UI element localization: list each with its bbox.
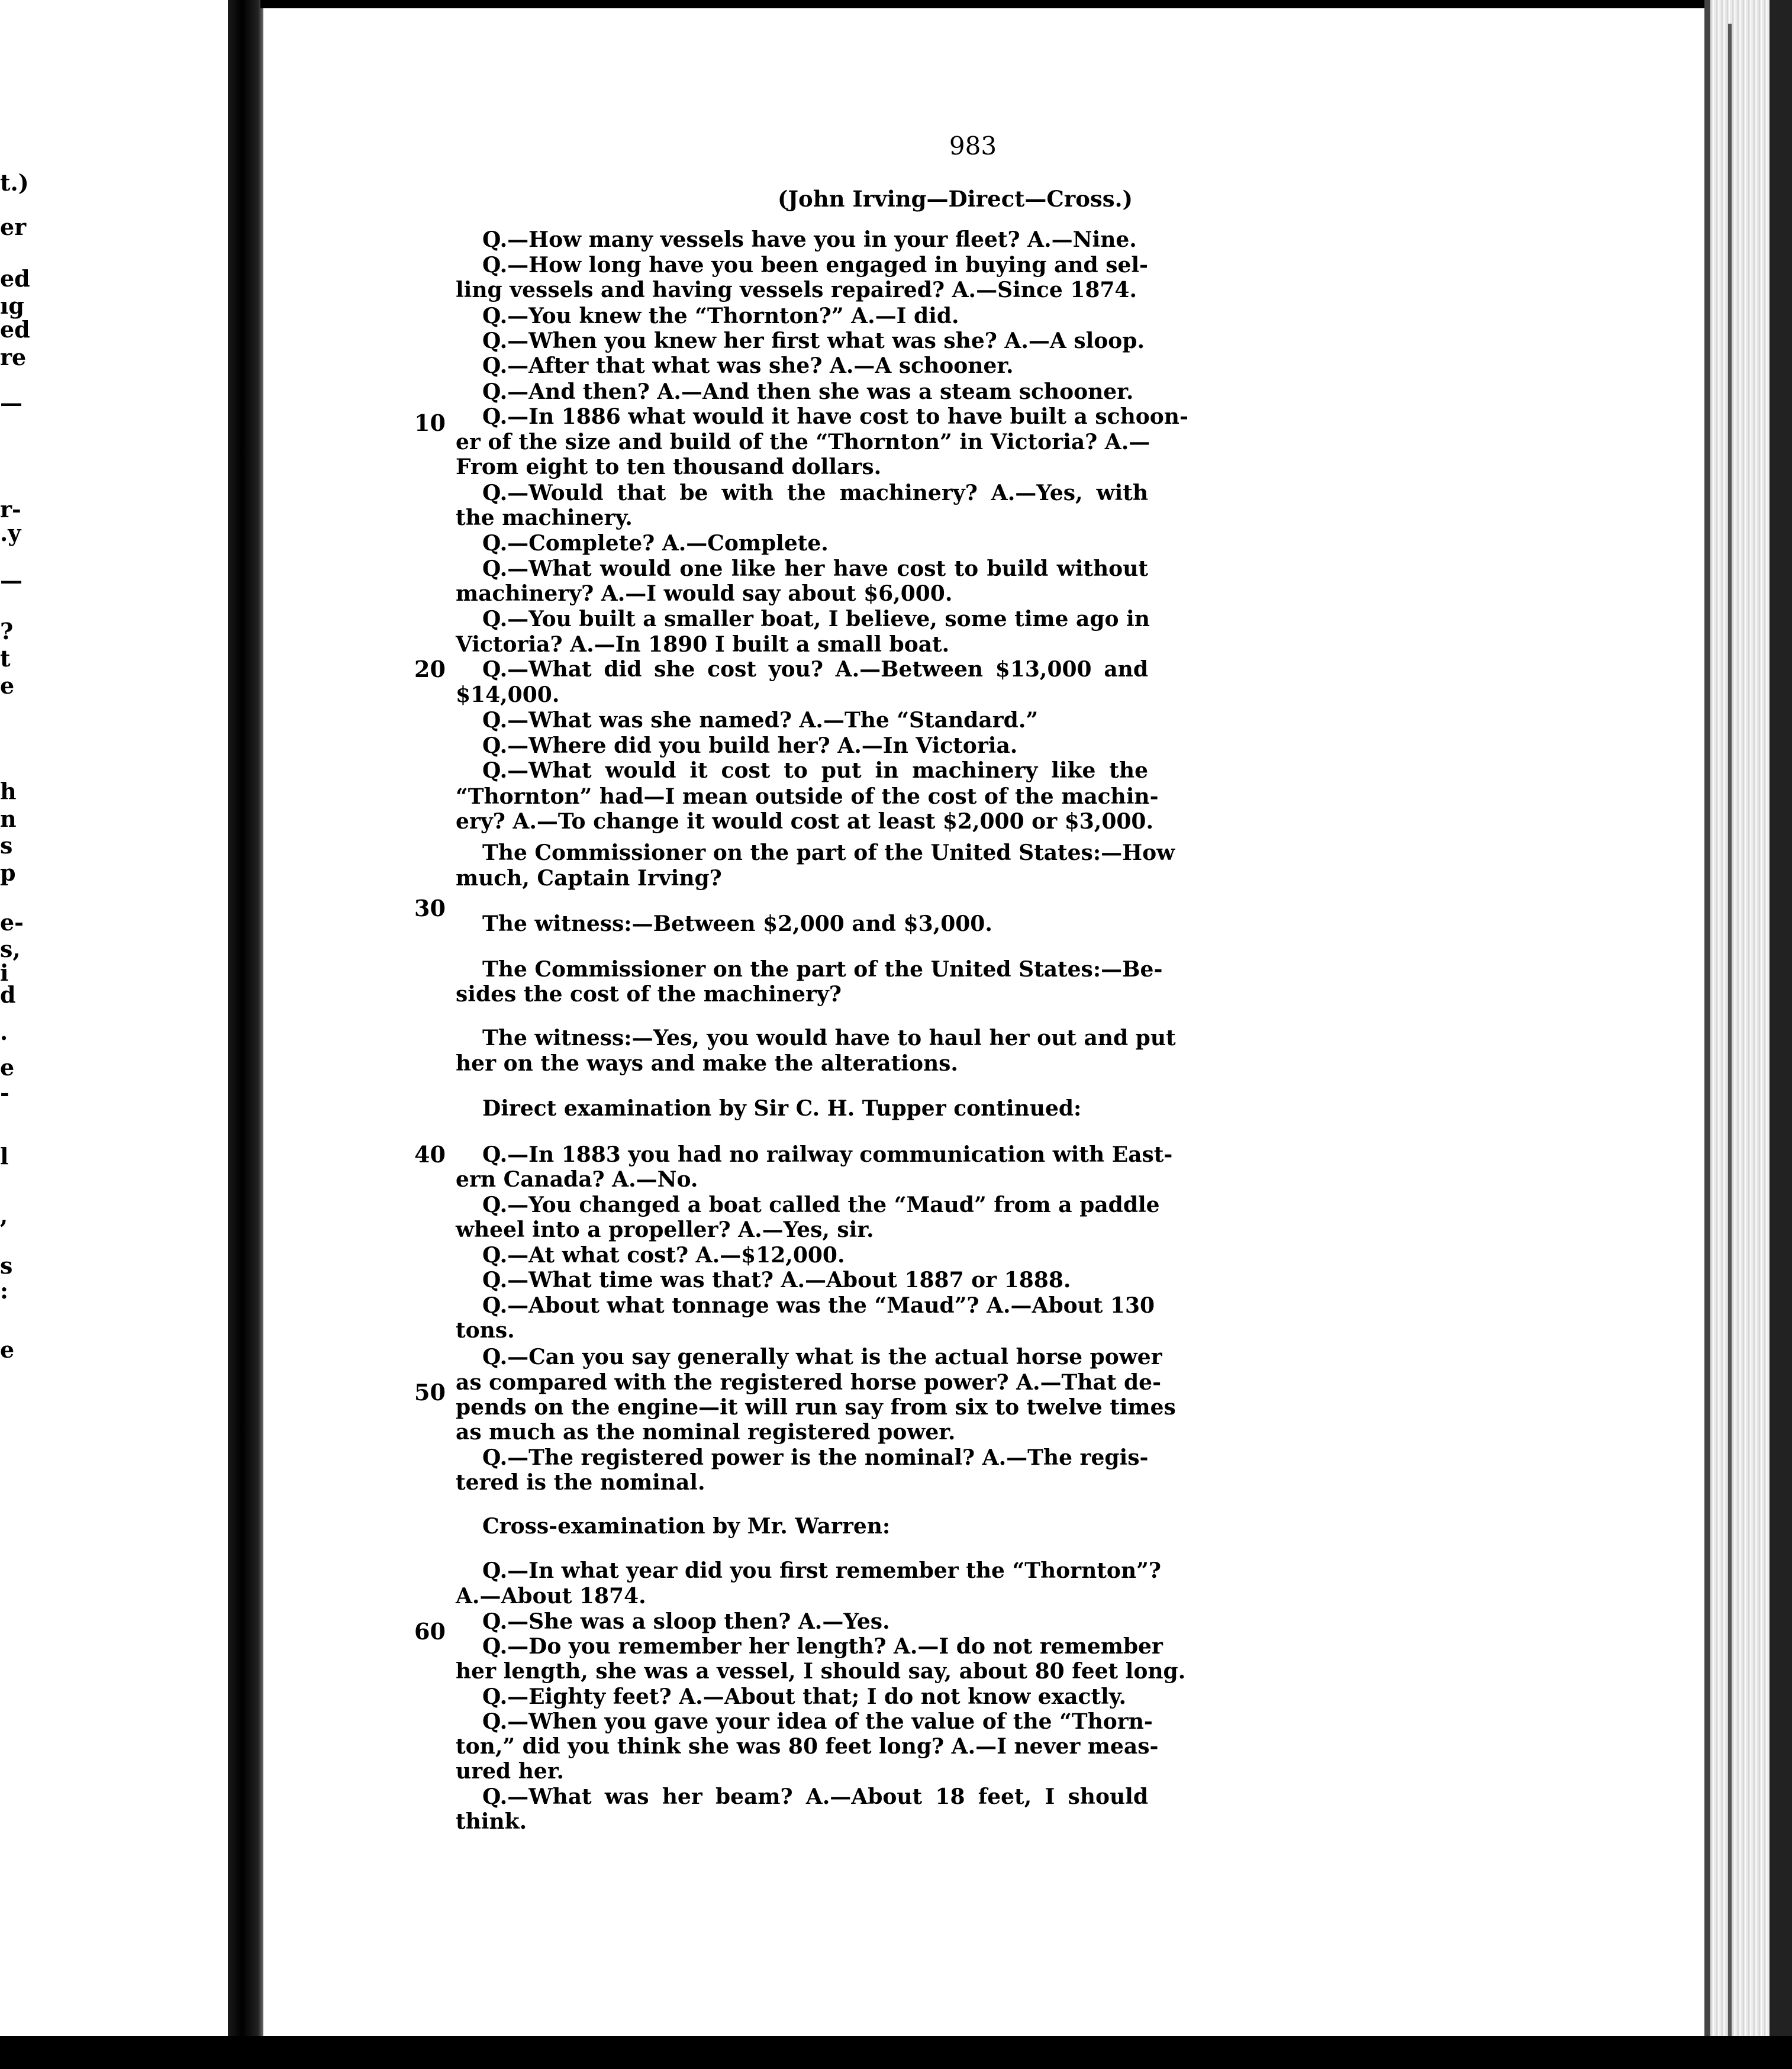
page-stack-shadow <box>1704 0 1710 2069</box>
left-page-fragment: r- <box>0 496 21 523</box>
text-line: Q.—Eighty feet? A.—About that; I do not know exactly. <box>482 1684 1127 1709</box>
text-line: tons. <box>456 1318 515 1343</box>
text-line: Q.—And then? A.—And then she was a steam schooner. <box>482 379 1134 404</box>
text-line: her length, she was a vessel, I should say, about 80 feet long. <box>456 1659 1186 1684</box>
text-line: Cross-examination by Mr. Warren: <box>482 1514 891 1539</box>
text-line: Q.—What was her beam? A.—About 18 feet, I should <box>482 1784 1148 1809</box>
left-page-fragment: i <box>0 959 9 986</box>
text-line: Q.—How long have you been engaged in buying and sel- <box>482 253 1148 278</box>
text-line: Q.—You built a smaller boat, I believe, some time ago in <box>482 607 1150 631</box>
text-line: The Commissioner on the part of the United States:—Be- <box>482 957 1163 982</box>
text-line: Q.—What time was that? A.—About 1887 or 1888. <box>482 1268 1071 1293</box>
left-page-fragment: - <box>0 1079 9 1106</box>
text-line: Q.—The registered power is the nominal? A.—The regis- <box>482 1445 1149 1470</box>
left-page-fragment: s <box>0 1252 13 1279</box>
left-page-fragment: t <box>0 645 11 672</box>
book-cover-edge <box>1770 0 1792 2069</box>
left-page-fragment: h <box>0 778 17 804</box>
left-page-fragment: e <box>0 1054 15 1081</box>
left-page-fragment: e- <box>0 909 24 936</box>
left-page-fragment: s, <box>0 936 21 962</box>
text-line: Q.—Do you remember her length? A.—I do not remember <box>482 1634 1163 1659</box>
left-page-fragment: .y <box>0 520 21 546</box>
text-line: much, Captain Irving? <box>456 866 722 891</box>
text-line: Q.—After that what was she? A.—A schooner. <box>482 353 1014 378</box>
left-page-fragment: re <box>0 344 27 370</box>
text-line: Q.—You knew the “Thornton?” A.—I did. <box>482 304 959 328</box>
left-page-fragment: — <box>0 389 22 416</box>
text-line: The Commissioner on the part of the United States:—How <box>482 840 1175 865</box>
text-line: From eight to ten thousand dollars. <box>456 455 882 479</box>
page-stack-line <box>1728 24 1732 2036</box>
text-line: tered is the nominal. <box>456 1470 705 1495</box>
left-page-fragment: n <box>0 805 17 832</box>
text-line: Q.—Complete? A.—Complete. <box>482 531 829 556</box>
text-line: ery? A.—To change it would cost at least $2,000 or $3,000. <box>456 809 1153 834</box>
margin-line-number: 60 <box>414 1618 446 1645</box>
text-line: as much as the nominal registered power. <box>456 1420 956 1445</box>
left-page-fragment: , <box>0 1202 8 1229</box>
text-line: as compared with the registered horse power? A.—That de- <box>456 1370 1162 1395</box>
text-line: The witness:—Between $2,000 and $3,000. <box>482 911 992 936</box>
margin-line-number: 40 <box>414 1141 446 1168</box>
left-page-fragment: — <box>0 567 22 594</box>
text-line: her on the ways and make the alterations. <box>456 1051 958 1076</box>
margin-line-number: 20 <box>414 656 446 682</box>
text-line: the machinery. <box>456 505 633 530</box>
left-page-fragment: ed <box>0 316 30 343</box>
text-line: Victoria? A.—In 1890 I built a small boat. <box>456 632 950 657</box>
text-line: Q.—When you gave your idea of the value of the “Thorn- <box>482 1709 1153 1734</box>
left-page-fragment: e <box>0 672 15 699</box>
left-page-fragment: ed <box>0 265 30 292</box>
text-line: Q.—You changed a boat called the “Maud” from a paddle <box>482 1193 1160 1217</box>
left-page-fragment: l <box>0 1143 9 1169</box>
text-line: Q.—In 1886 what would it have cost to have built a schoon- <box>482 404 1188 429</box>
margin-line-number: 30 <box>414 895 446 921</box>
text-line: Q.—In 1883 you had no railway communication with East- <box>482 1142 1173 1167</box>
text-line: wheel into a propeller? A.—Yes, sir. <box>456 1217 874 1242</box>
text-line: Q.—What did she cost you? A.—Between $13,000 and <box>482 657 1148 682</box>
left-page-fragment: ? <box>0 618 14 644</box>
text-line: Q.—In what year did you first remember the “Thornton”? <box>482 1558 1161 1583</box>
left-page-fragment: . <box>0 1019 8 1045</box>
text-line: Q.—Would that be with the machinery? A.—Yes, with <box>482 481 1148 505</box>
left-page-fragment: e <box>0 1336 15 1363</box>
left-page-fragment: er <box>0 214 27 240</box>
text-line: Direct examination by Sir C. H. Tupper continued: <box>482 1096 1082 1121</box>
left-page-fragment: : <box>0 1277 9 1304</box>
text-line: The witness:—Yes, you would have to haul her out and put <box>482 1026 1176 1050</box>
running-head: (John Irving—Direct—Cross.) <box>778 186 1133 212</box>
text-line: Q.—When you knew her first what was she? A.—A sloop. <box>482 328 1145 353</box>
top-shadow <box>260 0 1792 8</box>
text-line: Q.—How many vessels have you in your fleet? A.—Nine. <box>482 227 1137 252</box>
previous-page-edge <box>0 0 225 2069</box>
left-page-fragment: d <box>0 981 16 1008</box>
left-page-fragment: ıg <box>0 292 25 319</box>
text-line: Q.—Can you say generally what is the actual horse power <box>482 1345 1162 1369</box>
margin-line-number: 10 <box>414 410 446 436</box>
text-line: ured her. <box>456 1759 565 1784</box>
text-line: Q.—What was she named? A.—The “Standard.” <box>482 708 1039 733</box>
text-line: A.—About 1874. <box>456 1584 646 1609</box>
text-line: Q.—She was a sloop then? A.—Yes. <box>482 1609 890 1634</box>
text-line: Q.—About what tonnage was the “Maud”? A.—About 130 <box>482 1293 1155 1318</box>
left-page-fragment: s <box>0 832 13 859</box>
text-line: ton,” did you think she was 80 feet long? A.—I never meas- <box>456 1734 1159 1759</box>
text-line: “Thornton” had—I mean outside of the cost of the machin- <box>456 784 1159 809</box>
margin-line-number: 50 <box>414 1379 446 1406</box>
text-line: Q.—Where did you build her? A.—In Victoria. <box>482 733 1018 758</box>
page-number: 983 <box>949 131 997 160</box>
book-gutter <box>228 0 263 2069</box>
text-line: $14,000. <box>456 682 560 707</box>
text-line: pends on the engine—it will run say from six to twelve times <box>456 1395 1176 1420</box>
text-line: Q.—What would it cost to put in machinery like the <box>482 758 1148 783</box>
text-line: machinery? A.—I would say about $6,000. <box>456 581 953 606</box>
bottom-shadow <box>0 2036 1792 2069</box>
text-line: ling vessels and having vessels repaired? A.—Since 1874. <box>456 278 1137 302</box>
text-line: sides the cost of the machinery? <box>456 982 842 1007</box>
text-line: Q.—What would one like her have cost to build without <box>482 556 1148 581</box>
left-page-fragment: t.) <box>0 169 29 196</box>
left-page-fragment: p <box>0 859 16 886</box>
text-line: ern Canada? A.—No. <box>456 1167 698 1192</box>
text-line: think. <box>456 1809 527 1834</box>
text-line: Q.—At what cost? A.—$12,000. <box>482 1243 845 1268</box>
text-line: er of the size and build of the “Thornton” in Victoria? A.— <box>456 430 1150 455</box>
